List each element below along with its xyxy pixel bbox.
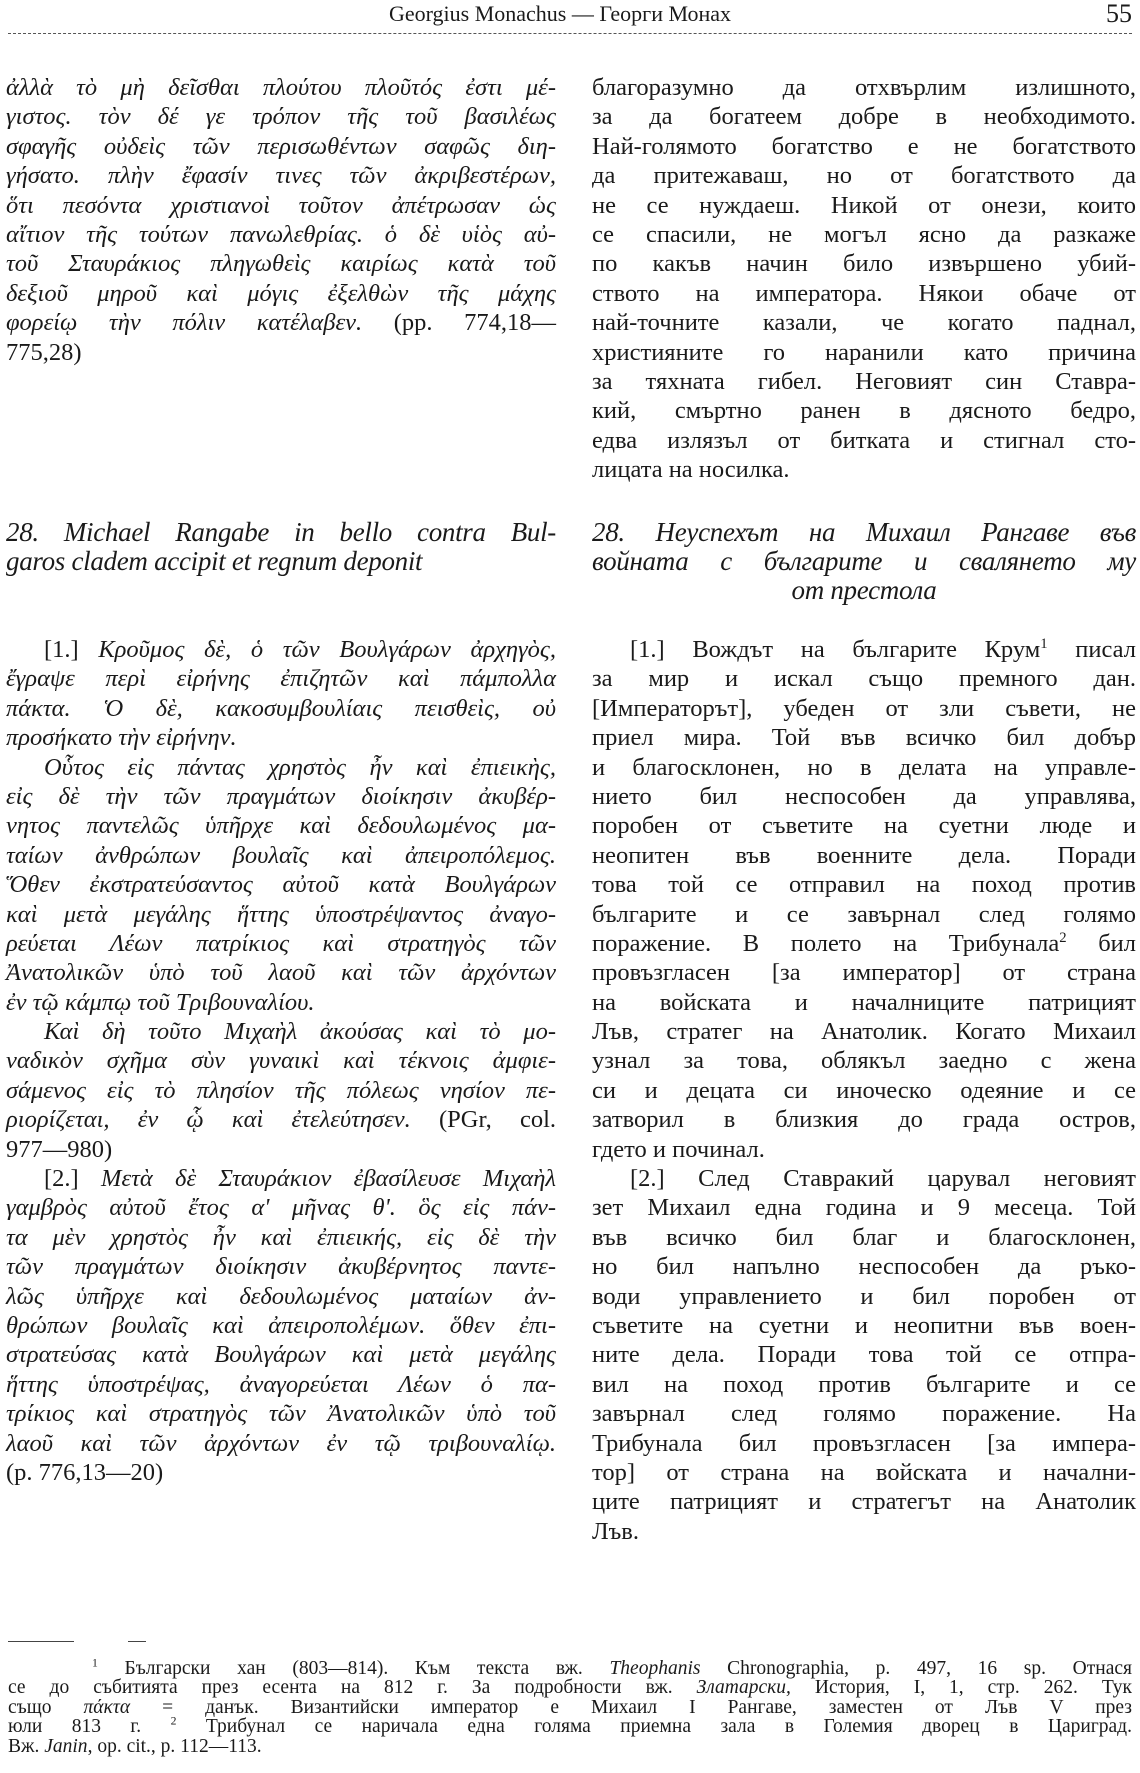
text-line (6, 1429, 556, 1458)
text-span: История, I, 1, стр. 262. Тук (790, 1677, 1132, 1699)
text-line (6, 635, 556, 664)
text-span: [1.] (44, 636, 99, 663)
text-span: затворил в близкия до града остров, (592, 1106, 1136, 1134)
text-line (592, 723, 1136, 752)
text-line (592, 988, 1136, 1017)
text-span: [1.] Вождът на българите Крум (630, 636, 1041, 663)
text-line (8, 1678, 1132, 1697)
text-line (6, 1311, 556, 1340)
text-span: Chronographia, p. 497, 16 sp. Отнася (700, 1658, 1132, 1679)
text-line (592, 664, 1136, 693)
text-span: Лъв. (592, 1517, 639, 1545)
text-span: αἴτιον τῆς τούτων πανωλεθρίας. ὁ δὲ υἱὸς αὐ- (6, 220, 556, 248)
text-span: това той се отправил на поход против (592, 871, 1136, 899)
text-line (6, 1340, 556, 1369)
text-line (592, 338, 1136, 367)
footnotes (8, 1656, 1132, 1757)
text-line (592, 1076, 1136, 1105)
text-span: тор] от страна на войската и начални- (592, 1458, 1136, 1486)
text-span: Καὶ δὴ τοῦτο Μιχαὴλ ἀκούσας καὶ τὸ μο- (44, 1018, 556, 1046)
text-span: ὅτι πεσόντα χριστιανοὶ τοῦτον ἀπέτρωσαν ὡς (6, 191, 556, 219)
text-line (592, 870, 1136, 899)
text-span: не се нуждаеш. Никой от онези, които (592, 191, 1136, 219)
text-span: вил на поход против българите и се (592, 1370, 1136, 1398)
text-span: бил (1066, 929, 1136, 957)
text-line (592, 1458, 1136, 1487)
text-span: и благосклонен, но в делата на управле- (592, 753, 1136, 781)
text-line (6, 249, 556, 278)
text-line (8, 1698, 1132, 1717)
text-span: завърнал след голямо поражение. На (592, 1400, 1136, 1428)
text-line (6, 1252, 556, 1281)
heading-line: 28. Неуспехът на Михаил Рангаве във (592, 517, 1136, 547)
text-line (592, 1487, 1136, 1516)
text-line (6, 1046, 556, 1075)
text-span: християните го наранили като причина (592, 338, 1136, 366)
text-line (592, 811, 1136, 840)
text-span: (p. 776,13—20) (6, 1458, 164, 1486)
text-span: писал (1047, 636, 1136, 663)
text-line (6, 753, 556, 782)
bulgarian-intro-text (592, 73, 1136, 484)
text-line (592, 1282, 1136, 1311)
text-line (6, 1105, 556, 1134)
text-span: ните дела. Поради това той се отпра- (592, 1341, 1136, 1369)
text-line (6, 102, 556, 131)
text-line (6, 929, 556, 958)
text-span: да притежаваш, но от богатството да (592, 162, 1136, 190)
text-line (592, 1046, 1136, 1075)
text-span: благоразумно да отхвърлим излишното, (592, 74, 1136, 101)
text-line (592, 1399, 1136, 1428)
text-span: за да богатеем добре в необходимото. (592, 103, 1136, 131)
text-line (592, 161, 1136, 190)
text-line (592, 426, 1136, 455)
text-line (592, 1252, 1136, 1281)
text-line (592, 1193, 1136, 1222)
text-line (592, 132, 1136, 161)
text-line (592, 1340, 1136, 1369)
text-span: τῶν πραγμάτων διοίκησιν ἀκυβέρνητος παντε- (6, 1253, 556, 1281)
text-line (8, 1656, 1132, 1679)
text-line (592, 958, 1136, 987)
header-rule (8, 33, 1132, 34)
text-line (592, 1517, 1136, 1546)
text-span: (PGr, col. (438, 1106, 556, 1134)
text-line (592, 1164, 1136, 1193)
footnote-rule (8, 1641, 74, 1642)
text-line (592, 102, 1136, 131)
text-span: Трибунала бил провъзгласен [за импера- (592, 1429, 1136, 1457)
text-line (6, 958, 556, 987)
text-span: узнал за това, облякъл заедно с жена (592, 1047, 1136, 1075)
text-line (592, 753, 1136, 782)
text-span: за тяхната гибел. Неговият син Ставра- (592, 367, 1136, 395)
text-span: приел мира. Той във всичко бил добър (592, 724, 1136, 752)
footnote-marker: 1 (1040, 635, 1048, 652)
text-span: ταίων ἀνθρώπων βουλαῖς καὶ ἀπειροπόλεμος. (6, 841, 556, 869)
text-line (592, 1429, 1136, 1458)
text-line (592, 249, 1136, 278)
text-span: εἰς δὲ τὴν τῶν πραγμάτων διοίκησιν ἀκυβέρ- (6, 782, 556, 810)
text-span: προσήκατο τὴν εἰρήνην. (6, 724, 237, 752)
text-span: 775,28) (6, 338, 82, 366)
text-span: нието бил неспособен да управлява, (592, 782, 1136, 810)
text-span: ἀλλὰ τὸ μὴ δεῖσθαι πλούτου πλοῦτός ἐστι μέ- (6, 74, 556, 101)
heading-line: войната с българите и свалянето му (592, 546, 1136, 576)
text-span: за мир и искал също премного дан. (592, 665, 1136, 693)
text-span: ναδικὸν σχῆμα σὺν γυναικὶ καὶ τέκνοις ἀμφιε- (6, 1047, 556, 1075)
text-line (6, 870, 556, 899)
text-span: πάκτα (83, 1696, 131, 1718)
text-span: καὶ μετὰ μεγάλης ἥττης ὑποστρέψαντος ἀναγο- (6, 900, 556, 928)
text-span: води управлението и бил поробен от (592, 1282, 1136, 1310)
text-span: Ἀνατολικῶν ὑπὸ τοῦ λαοῦ καὶ τῶν ἀρχόντων (6, 959, 556, 987)
text-line (592, 1017, 1136, 1046)
text-span: поробен от съветите на суетни люде и (592, 812, 1136, 840)
text-span: гдето и починал. (592, 1135, 765, 1163)
text-span: юли 813 г. (8, 1716, 171, 1738)
text-line (592, 455, 1136, 484)
text-span: Вж. (8, 1735, 45, 1757)
text-line (6, 664, 556, 693)
greek-section-text (6, 635, 556, 1487)
text-span: Theophanis (609, 1658, 701, 1679)
text-span: ἔγραψε περὶ εἰρήνης ἐπιζητῶν καὶ πάμπολλα (6, 665, 556, 693)
text-span: νητος παντελῶς ὑπῆρχε καὶ δεδουλωμένος μα- (6, 812, 556, 840)
text-line (592, 929, 1136, 958)
text-span: γαμβρὸς αὐτοῦ ἔτος α' μῆνας θ'. ὃς εἰς πάν- (6, 1194, 556, 1222)
text-line (592, 1370, 1136, 1399)
heading-line: 28. Michael Rangabe in bello contra Bul- (6, 517, 556, 547)
text-line (6, 1223, 556, 1252)
text-span: [Императорът], убеден от зли съвети, не (592, 694, 1136, 722)
text-span: ἥττης ὑποστρέψας, ἀναγορεύεται Λέων ὁ πα- (6, 1370, 556, 1398)
text-span: неопитен във военните дела. Поради (592, 841, 1136, 869)
text-line (6, 782, 556, 811)
text-line (6, 1282, 556, 1311)
footnote-marker: 2 (170, 1714, 177, 1728)
text-span: Κροῦμος δὲ, ὁ τῶν Βουλγάρων ἀρχηγὸς, (98, 636, 556, 663)
text-line (592, 308, 1136, 337)
text-line (8, 1737, 1132, 1756)
text-line (592, 841, 1136, 870)
text-line (6, 988, 556, 1017)
text-span: ἐν τῷ κάμπῳ τοῦ Τριβουναλίου. (6, 988, 315, 1016)
text-span: τρίκιος καὶ στρατηγὸς τῶν Ἀνατολικῶν ὑπὸ τοῦ (6, 1400, 556, 1428)
text-line (6, 308, 556, 337)
greek-section-heading (6, 518, 556, 576)
text-line (592, 1223, 1136, 1252)
text-span: ството на императора. Някои обаче от (592, 279, 1136, 307)
text-span: γήσατο. πλὴν ἔφασίν τινες τῶν ἀκριβεστέρων, (6, 162, 556, 190)
text-span: се спасили, не могъл ясно да разкаже (592, 220, 1136, 248)
page-number: 55 (1106, 0, 1132, 28)
text-line (6, 811, 556, 840)
text-span: провъзгласен [за император] от страна (592, 959, 1136, 987)
text-line (6, 161, 556, 190)
text-line (6, 279, 556, 308)
text-span: поражение. В полето на Трибунала (592, 929, 1060, 957)
text-line (592, 900, 1136, 929)
text-span: лицата на носилка. (592, 456, 790, 484)
text-line (6, 132, 556, 161)
text-line (592, 1105, 1136, 1134)
running-header-title: Georgius Monachus — Георги Монах (388, 1, 732, 26)
text-line (592, 782, 1136, 811)
text-span: θρώπων βουλαῖς καὶ ἀπειροπολέμων. ὅθεν ἐπι- (6, 1311, 556, 1339)
text-span: Лъв, стратег на Анатолик. Когато Михаил (592, 1018, 1136, 1046)
text-span: се до събитията през есента на 812 г. За подробности вж. (8, 1677, 697, 1699)
text-line (6, 1076, 556, 1105)
text-line (6, 1017, 556, 1046)
text-span: λῶς ὑπῆρχε καὶ δεδουλωμένος ματαίων ἀν- (6, 1282, 556, 1310)
text-span: Janin (44, 1735, 88, 1757)
footnote-marker: 1 (92, 1656, 98, 1670)
text-line (6, 1458, 556, 1487)
text-span: τοῦ Σταυράκιος πληγωθεὶς καιρίως κατὰ τοῦ (6, 250, 556, 278)
text-span: στρατεύσας κατὰ Βουλγάρων καὶ μετὰ μεγάλης (6, 1341, 556, 1369)
text-span: Ὅθεν ἐκστρατεύσαντος αὐτοῦ κατὰ Βουλγάρων (6, 871, 556, 899)
text-span: λαοῦ καὶ τῶν ἀρχόντων ἐν τῷ τριβουναλίῳ. (6, 1429, 556, 1457)
text-line (6, 1164, 556, 1193)
text-line (6, 723, 556, 752)
text-line (6, 900, 556, 929)
text-span: Златарски, (696, 1677, 791, 1699)
text-span: Трибунал се наричала една голяма приемна зала в Големия дворец в Цариград. (176, 1716, 1132, 1738)
text-span: δεξιοῦ μηροῦ καὶ μόγις ἐξελθὼν τῆς μάχης (6, 279, 556, 307)
heading-line: от престола (791, 575, 937, 605)
text-line (592, 1311, 1136, 1340)
text-span: πάκτα. Ὁ δὲ, κακοσυμβουλίαις πεισθεὶς, οὐ (6, 694, 556, 722)
text-line (592, 635, 1136, 664)
text-span: Български хан (803—814). Към текста вж. (97, 1658, 610, 1679)
text-line (592, 191, 1136, 220)
heading-line: garos cladem accipit et regnum deponit (6, 546, 423, 576)
text-span: Μετὰ δὲ Σταυράκιον ἐβασίλευσε Μιχαὴλ (101, 1165, 556, 1193)
text-span: ците патрицият и стратегът на Анатолик (592, 1488, 1136, 1516)
text-span: (pp. 774,18— (393, 309, 556, 337)
text-span: българите и се завърнал след голямо (592, 900, 1136, 928)
text-line (6, 1135, 556, 1164)
text-span: , op. cit., p. 112—113. (87, 1735, 262, 1757)
text-line (6, 73, 556, 102)
footnote-rule-fragment (128, 1641, 146, 1642)
greek-intro-text (6, 73, 556, 367)
text-line (592, 279, 1136, 308)
text-span: [2.] След Ставракий царувал неговият (630, 1165, 1136, 1193)
text-line (6, 1193, 556, 1222)
text-line (592, 1135, 1136, 1164)
text-line (592, 73, 1136, 102)
text-line (6, 191, 556, 220)
text-span: по какъв начин било извършено убий- (592, 250, 1136, 278)
text-span: = данък. Византийски император е Михаил I Рангаве, заместен от Лъв V през (130, 1696, 1132, 1718)
text-line (8, 1714, 1132, 1738)
text-span: Най-голямото богатство е не богатството (592, 132, 1136, 160)
text-span: най-точните казали, че когато паднал, (592, 309, 1136, 337)
text-line (6, 1370, 556, 1399)
text-span: също (8, 1696, 84, 1718)
text-span: но бил напълно неспособен да ръко- (592, 1253, 1136, 1281)
text-span: на войската и началниците патрицият (592, 988, 1136, 1016)
text-span: 977—980) (6, 1135, 113, 1163)
text-line (6, 694, 556, 723)
text-line (6, 220, 556, 249)
text-line (6, 338, 556, 367)
text-line (592, 396, 1136, 425)
text-span: съветите на суетни и неопитни във воен- (592, 1311, 1136, 1339)
text-line (592, 220, 1136, 249)
text-span: едва излязъл от битката и стигнал сто- (592, 426, 1136, 454)
text-span: σάμενος εἰς τὸ πλησίον τῆς πόλεως νησίον πε- (6, 1076, 556, 1104)
text-span: кий, смъртно ранен в дясното бедро, (592, 397, 1136, 425)
text-line (592, 694, 1136, 723)
text-line (592, 367, 1136, 396)
bulgarian-section-heading (592, 518, 1136, 605)
footnote-marker: 2 (1059, 929, 1067, 946)
text-span: Οὗτος εἰς πάντας χρηστὸς ἦν καὶ ἐπιεικὴς, (44, 753, 556, 781)
text-span: зет Михаил една година и 9 месеца. Той (592, 1194, 1136, 1222)
text-span: [2.] (44, 1165, 102, 1193)
text-span: си и децата си иноческо одеяние и се (592, 1076, 1136, 1104)
text-line (6, 1399, 556, 1428)
text-span: τα μὲν χρηστὸς ἦν καὶ ἐπιεικής, εἰς δὲ τὴν (6, 1223, 556, 1251)
text-span: ρεύεται Λέων πατρίκιος καὶ στρατηγὸς τῶν (6, 929, 556, 957)
text-line (6, 841, 556, 870)
text-span: σφαγῆς οὐδεὶς τῶν περισωθέντων σαφῶς διη- (6, 132, 556, 160)
bulgarian-section-text (592, 635, 1136, 1546)
text-span: γιστος. τὸν δέ γε τρόπον τῆς τοῦ βασιλέως (6, 103, 556, 131)
text-span: ριορίζεται, ἐν ᾧ καὶ ἐτελεύτησεν. (6, 1106, 439, 1134)
text-span: във всичко бил благ и благосклонен, (592, 1223, 1136, 1251)
text-span: φορείῳ τὴν πόλιν κατέλαβεν. (6, 309, 394, 337)
